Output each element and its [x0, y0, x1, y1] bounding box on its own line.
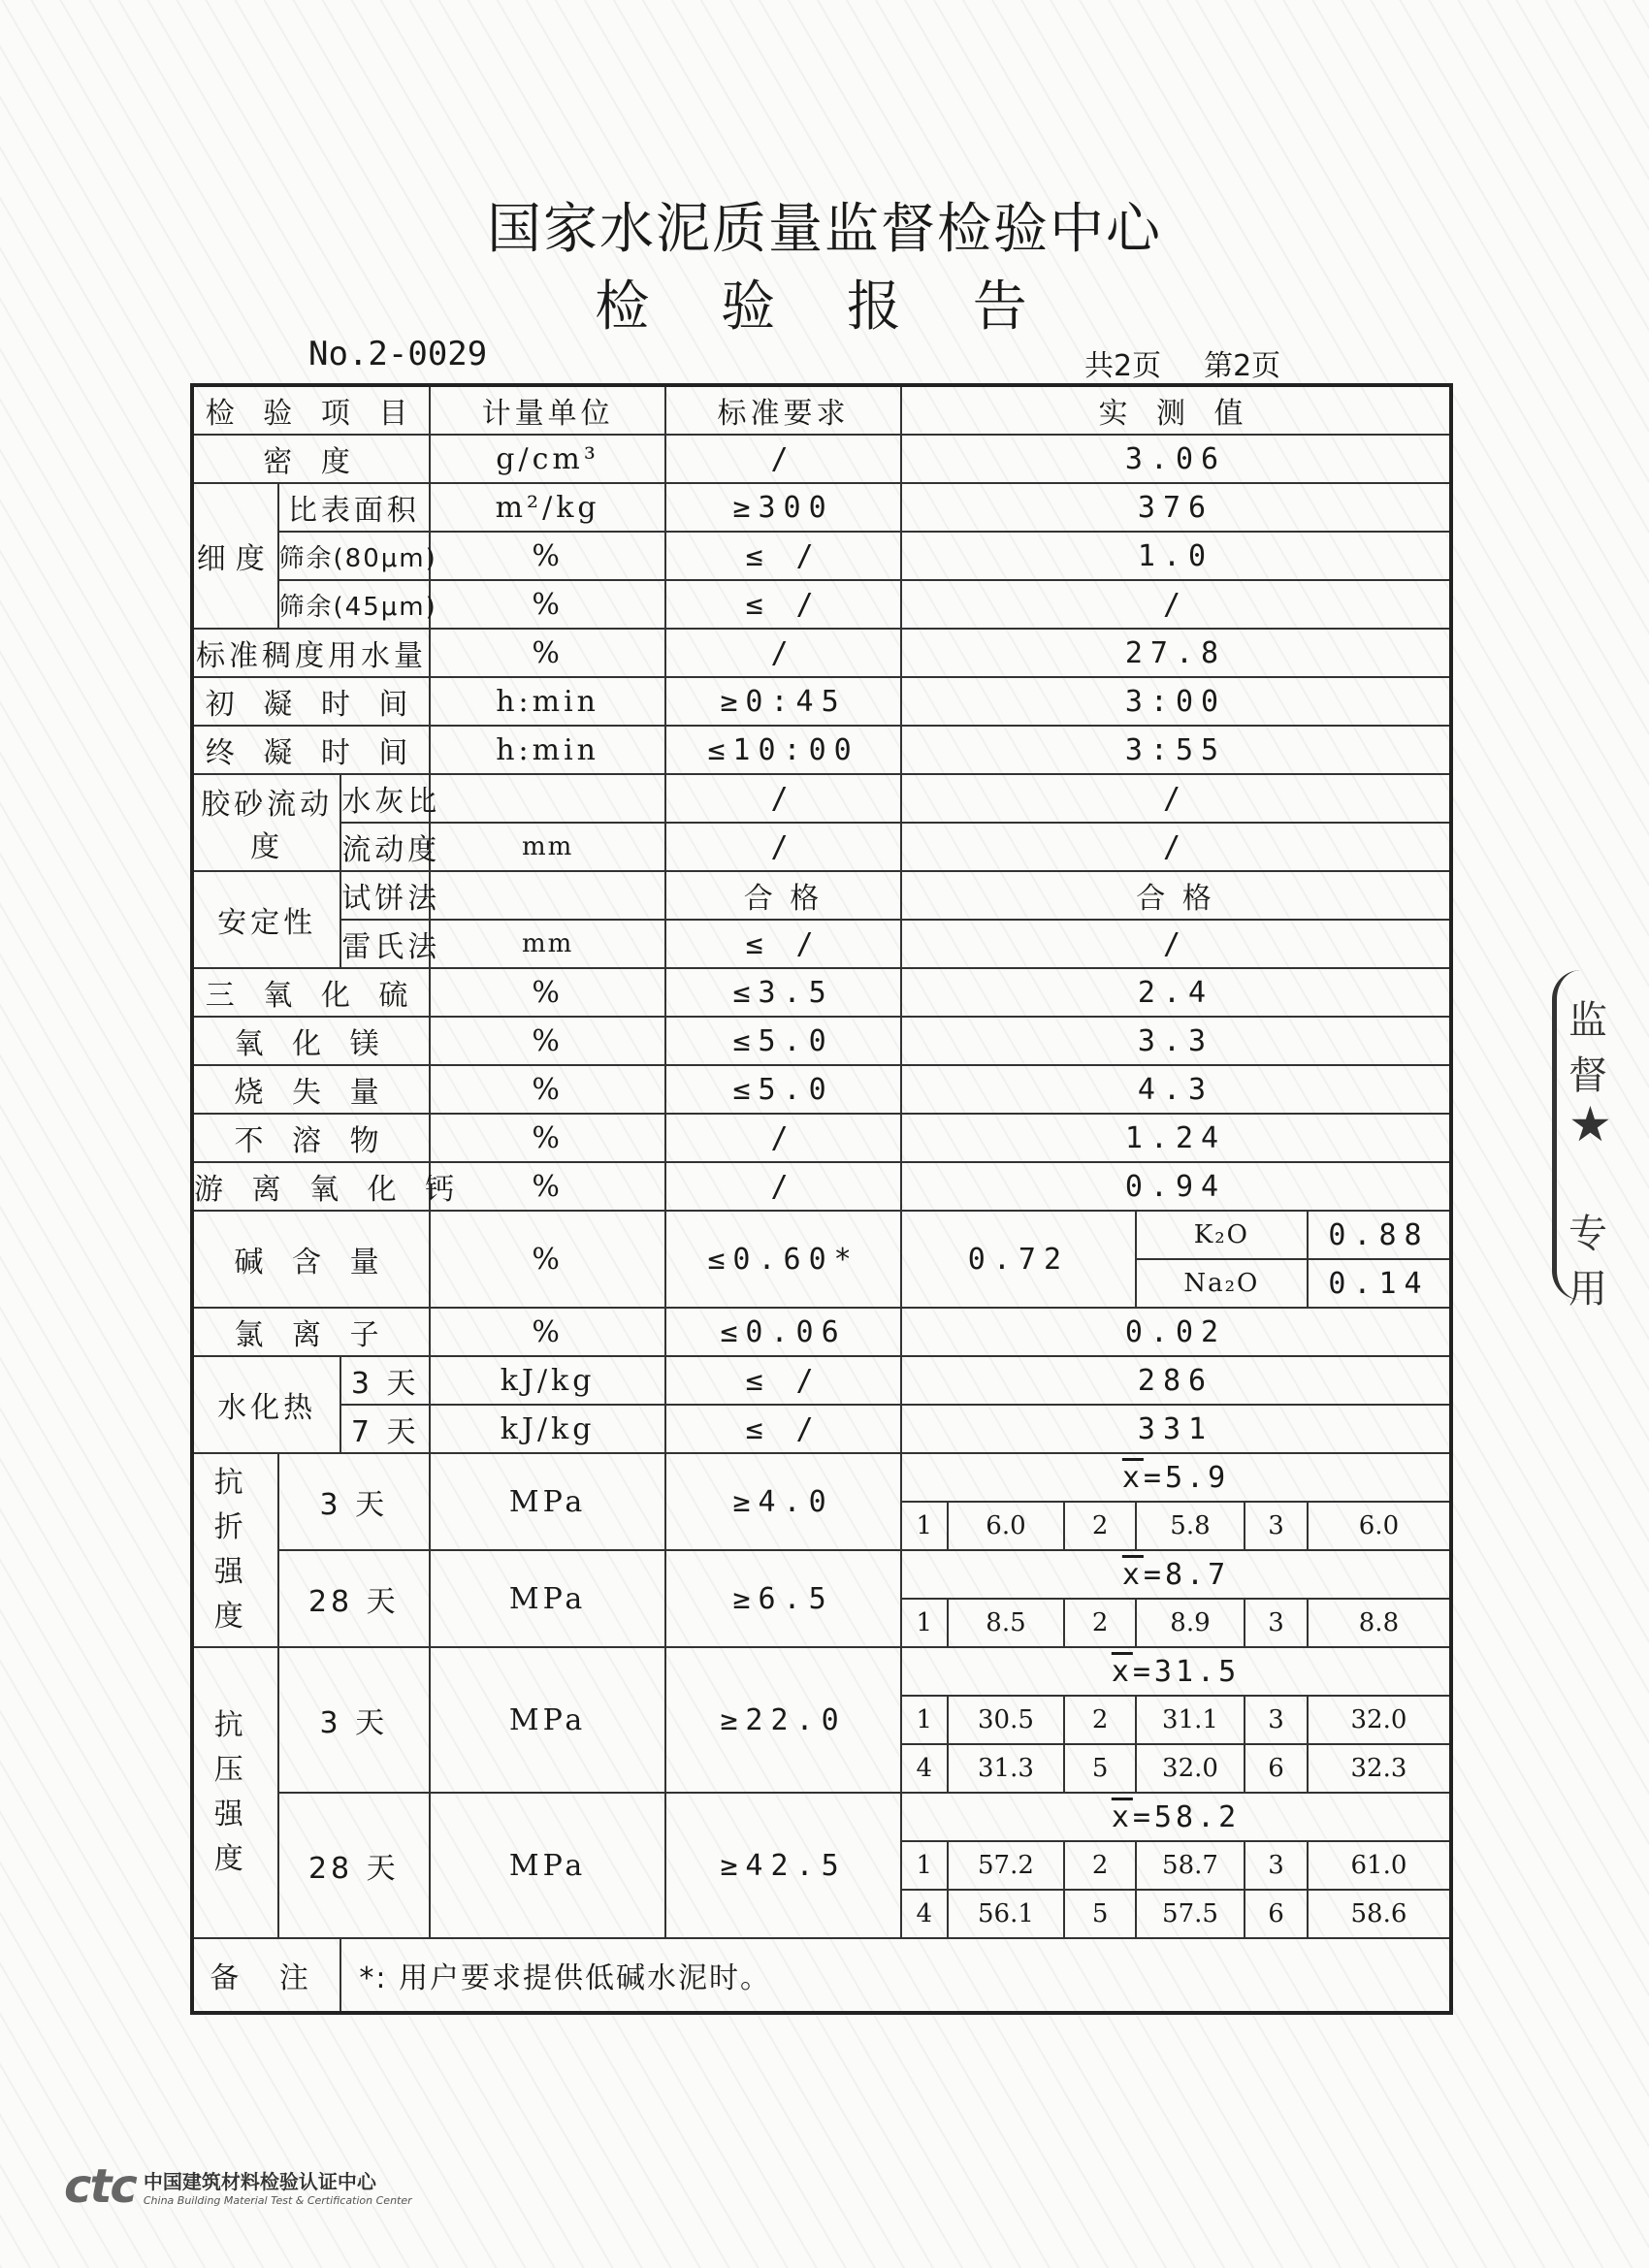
- standard-cell: ≥300: [665, 483, 901, 532]
- page-indicator: [1084, 341, 1280, 384]
- item-label: 氧 化 镁: [192, 1017, 430, 1065]
- unit-cell: %: [430, 1211, 665, 1308]
- value-cell: 3:00: [901, 677, 1451, 726]
- standard-cell: ≤ /: [665, 580, 901, 629]
- sample-value: 57.5: [1136, 1890, 1245, 1938]
- item-label: 试饼法: [340, 871, 430, 920]
- seal-stamp: [1552, 970, 1612, 1312]
- item-label: 密 度: [192, 435, 430, 483]
- row-pat-test: [192, 871, 1451, 920]
- row-flex-3d-mean: [192, 1453, 1451, 1502]
- k2o-label: K₂O: [1136, 1211, 1308, 1259]
- sample-value: 32.0: [1308, 1696, 1451, 1744]
- col-header-item: 检 验 项 目: [192, 385, 430, 435]
- value-cell: /: [901, 920, 1451, 968]
- remarks-text: *: 用户要求提供低碱水泥时。: [340, 1938, 1451, 2013]
- item-label: 流动度: [340, 823, 430, 871]
- value-cell: 376: [901, 483, 1451, 532]
- row-final-set: [192, 726, 1451, 774]
- sample-value: 58.6: [1308, 1890, 1451, 1938]
- ctc-logo: ctc: [64, 2159, 136, 2214]
- sample-value: 31.1: [1136, 1696, 1245, 1744]
- value-cell: 1.0: [901, 532, 1451, 580]
- unit-cell: kJ/kg: [430, 1356, 665, 1405]
- item-label: 水灰比: [340, 774, 430, 823]
- standard-cell: /: [665, 1162, 901, 1211]
- report-number: No.2-0029: [308, 335, 488, 373]
- value-cell: 3:55: [901, 726, 1451, 774]
- sample-value: 8.8: [1308, 1599, 1451, 1647]
- sample-index: 3: [1245, 1696, 1308, 1744]
- sample-index: 5: [1064, 1890, 1135, 1938]
- row-remarks: [192, 1938, 1451, 2013]
- mean-value: [901, 1647, 1451, 1696]
- unit-cell: %: [430, 1114, 665, 1162]
- unit-cell: h:min: [430, 677, 665, 726]
- value-cell: /: [901, 774, 1451, 823]
- page-total: 共2页: [1084, 349, 1162, 383]
- standard-cell: ≤5.0: [665, 1065, 901, 1114]
- sample-index: 4: [901, 1744, 948, 1793]
- sample-value: 57.2: [948, 1841, 1065, 1890]
- standard-cell: ≥0:45: [665, 677, 901, 726]
- row-chloride: [192, 1308, 1451, 1356]
- sample-value: 56.1: [948, 1890, 1065, 1938]
- unit-cell: MPa: [430, 1453, 665, 1550]
- stamp-top-text: 监督: [1568, 998, 1607, 1098]
- value-cell: 3.06: [901, 435, 1451, 483]
- unit-cell: %: [430, 1308, 665, 1356]
- mean-number: =5.9: [1143, 1460, 1230, 1495]
- value-cell: 2.4: [901, 968, 1451, 1017]
- sample-index: 2: [1064, 1841, 1135, 1890]
- standard-cell: /: [665, 1114, 901, 1162]
- item-label: 终 凝 时 间: [192, 726, 430, 774]
- na2o-value: 0.14: [1308, 1259, 1451, 1308]
- item-label: 3 天: [340, 1356, 430, 1405]
- group-soundness: 安定性: [192, 871, 340, 968]
- row-heat-3d: [192, 1356, 1451, 1405]
- unit-cell: MPa: [430, 1647, 665, 1793]
- standard-cell: /: [665, 823, 901, 871]
- row-mgo: [192, 1017, 1451, 1065]
- sample-index: 2: [1064, 1696, 1135, 1744]
- unit-cell: %: [430, 532, 665, 580]
- value-cell: 286: [901, 1356, 1451, 1405]
- sample-value: 6.0: [1308, 1502, 1451, 1550]
- item-label: 3 天: [278, 1453, 431, 1550]
- row-wc-ratio: [192, 774, 1451, 823]
- footer-org-en: China Building Material Test & Certification Center: [143, 2194, 412, 2207]
- item-label: 28 天: [278, 1550, 431, 1647]
- mean-number: =8.7: [1143, 1557, 1230, 1592]
- item-label: 筛余(45μm): [278, 580, 431, 629]
- sample-index: 3: [1245, 1599, 1308, 1647]
- group-fineness: 细度: [192, 483, 278, 629]
- sample-value: 61.0: [1308, 1841, 1451, 1890]
- row-comp-3d-mean: [192, 1647, 1451, 1696]
- unit-cell: MPa: [430, 1550, 665, 1647]
- unit-cell: MPa: [430, 1793, 665, 1938]
- unit-cell: %: [430, 968, 665, 1017]
- row-comp-28d-mean: [192, 1793, 1451, 1841]
- k2o-value: 0.88: [1308, 1211, 1451, 1259]
- row-sieve45: [192, 580, 1451, 629]
- unit-cell: mm: [430, 823, 665, 871]
- col-header-unit: 计量单位: [430, 385, 665, 435]
- sample-value: 31.3: [948, 1744, 1065, 1793]
- mean-symbol: $\overline{x}$: [1111, 1654, 1133, 1689]
- unit-cell: kJ/kg: [430, 1405, 665, 1453]
- value-cell: 0.94: [901, 1162, 1451, 1211]
- mean-number: =58.2: [1132, 1799, 1241, 1834]
- footer-org: 中国建筑材料检验认证中心: [143, 2170, 376, 2193]
- group-hydration: 水化热: [192, 1356, 340, 1453]
- value-cell: 合 格: [901, 871, 1451, 920]
- sample-value: 58.7: [1136, 1841, 1245, 1890]
- value-cell: 3.3: [901, 1017, 1451, 1065]
- sample-value: 5.8: [1136, 1502, 1245, 1550]
- row-insoluble: [192, 1114, 1451, 1162]
- standard-cell: ≤ /: [665, 920, 901, 968]
- standard-cell: ≤ /: [665, 1405, 901, 1453]
- sample-index: 1: [901, 1696, 948, 1744]
- sample-value: 8.5: [948, 1599, 1065, 1647]
- item-label: 不 溶 物: [192, 1114, 430, 1162]
- group-compressive: 抗 压 强 度: [192, 1647, 278, 1938]
- standard-cell: ≤0.60*: [665, 1211, 901, 1308]
- item-label: 标准稠度用水量: [192, 629, 430, 677]
- stamp-bottom-text: 专用: [1568, 1212, 1607, 1312]
- footer-logo: [64, 2159, 412, 2214]
- unit-cell: h:min: [430, 726, 665, 774]
- standard-cell: ≤ /: [665, 1356, 901, 1405]
- unit-cell: %: [430, 1162, 665, 1211]
- remarks-label: 备 注: [192, 1938, 340, 2013]
- report-title: 国家水泥质量监督检验中心: [487, 198, 1162, 261]
- standard-cell: ≥42.5: [665, 1793, 901, 1938]
- item-label: 氯 离 子: [192, 1308, 430, 1356]
- header-row: [192, 385, 1451, 435]
- sample-index: 6: [1245, 1890, 1308, 1938]
- row-heat-7d: [192, 1405, 1451, 1453]
- value-cell: 331: [901, 1405, 1451, 1453]
- sample-value: 6.0: [948, 1502, 1065, 1550]
- sample-index: 1: [901, 1841, 948, 1890]
- row-consistency: [192, 629, 1451, 677]
- mean-symbol: $\overline{x}$: [1121, 1557, 1144, 1592]
- row-flex-28d-mean: [192, 1550, 1451, 1599]
- standard-cell: ≥6.5: [665, 1550, 901, 1647]
- standard-cell: ≤5.0: [665, 1017, 901, 1065]
- standard-cell: /: [665, 774, 901, 823]
- sample-value: 30.5: [948, 1696, 1065, 1744]
- mean-value: [901, 1550, 1451, 1599]
- sample-value: 32.3: [1308, 1744, 1451, 1793]
- report-subtitle: 检 验 报 告: [595, 275, 1054, 339]
- standard-cell: /: [665, 435, 901, 483]
- standard-cell: ≥22.0: [665, 1647, 901, 1793]
- item-label: 7 天: [340, 1405, 430, 1453]
- standard-cell: /: [665, 629, 901, 677]
- standard-cell: ≤0.06: [665, 1308, 901, 1356]
- sample-index: 5: [1064, 1744, 1135, 1793]
- unit-cell: mm: [430, 920, 665, 968]
- unit-cell: [430, 871, 665, 920]
- value-cell: 0.72: [901, 1211, 1136, 1308]
- value-cell: /: [901, 823, 1451, 871]
- unit-cell: %: [430, 1017, 665, 1065]
- group-flexural: 抗 折 强 度: [192, 1453, 278, 1647]
- unit-cell: %: [430, 629, 665, 677]
- row-blaine: [192, 483, 1451, 532]
- sample-index: 1: [901, 1599, 948, 1647]
- item-label: 筛余(80μm): [278, 532, 431, 580]
- star-icon: ★: [1568, 1096, 1612, 1152]
- mean-symbol: $\overline{x}$: [1121, 1460, 1144, 1495]
- row-flow: [192, 823, 1451, 871]
- value-cell: 0.02: [901, 1308, 1451, 1356]
- value-cell: 4.3: [901, 1065, 1451, 1114]
- unit-cell: %: [430, 1065, 665, 1114]
- item-label: 初 凝 时 间: [192, 677, 430, 726]
- row-alkali-k2o: [192, 1211, 1451, 1259]
- item-label: 比表面积: [278, 483, 431, 532]
- na2o-label: Na₂O: [1136, 1259, 1308, 1308]
- row-le-chatelier: [192, 920, 1451, 968]
- inspection-table: [190, 383, 1453, 2015]
- row-so3: [192, 968, 1451, 1017]
- mean-value: [901, 1793, 1451, 1841]
- value-cell: 27.8: [901, 629, 1451, 677]
- item-label: 3 天: [278, 1647, 431, 1793]
- value-cell: 1.24: [901, 1114, 1451, 1162]
- sample-value: 8.9: [1136, 1599, 1245, 1647]
- standard-cell: ≥4.0: [665, 1453, 901, 1550]
- unit-cell: g/cm³: [430, 435, 665, 483]
- row-loi: [192, 1065, 1451, 1114]
- item-label: 烧 失 量: [192, 1065, 430, 1114]
- unit-cell: %: [430, 580, 665, 629]
- row-sieve80: [192, 532, 1451, 580]
- unit-cell: m²/kg: [430, 483, 665, 532]
- row-initial-set: [192, 677, 1451, 726]
- item-label: 游 离 氧 化 钙: [192, 1162, 430, 1211]
- sample-index: 2: [1064, 1599, 1135, 1647]
- item-label: 雷氏法: [340, 920, 430, 968]
- item-label: 碱 含 量: [192, 1211, 430, 1308]
- row-free-cao: [192, 1162, 1451, 1211]
- item-label: 28 天: [278, 1793, 431, 1938]
- mean-number: =31.5: [1132, 1654, 1241, 1689]
- item-label: 三 氧 化 硫: [192, 968, 430, 1017]
- sample-index: 3: [1245, 1502, 1308, 1550]
- page-current: 第2页: [1204, 349, 1281, 383]
- sample-index: 6: [1245, 1744, 1308, 1793]
- value-cell: /: [901, 580, 1451, 629]
- mean-value: [901, 1453, 1451, 1502]
- group-flow: 胶砂流动度: [192, 774, 340, 871]
- sample-index: 2: [1064, 1502, 1135, 1550]
- col-header-measured: 实 测 值: [901, 385, 1451, 435]
- standard-cell: ≤10:00: [665, 726, 901, 774]
- sample-index: 1: [901, 1502, 948, 1550]
- sample-index: 3: [1245, 1841, 1308, 1890]
- unit-cell: [430, 774, 665, 823]
- col-header-standard: 标准要求: [665, 385, 901, 435]
- row-density: [192, 435, 1451, 483]
- standard-cell: ≤ /: [665, 532, 901, 580]
- standard-cell: 合 格: [665, 871, 901, 920]
- sample-value: 32.0: [1136, 1744, 1245, 1793]
- mean-symbol: $\overline{x}$: [1111, 1799, 1133, 1834]
- standard-cell: ≤3.5: [665, 968, 901, 1017]
- sample-index: 4: [901, 1890, 948, 1938]
